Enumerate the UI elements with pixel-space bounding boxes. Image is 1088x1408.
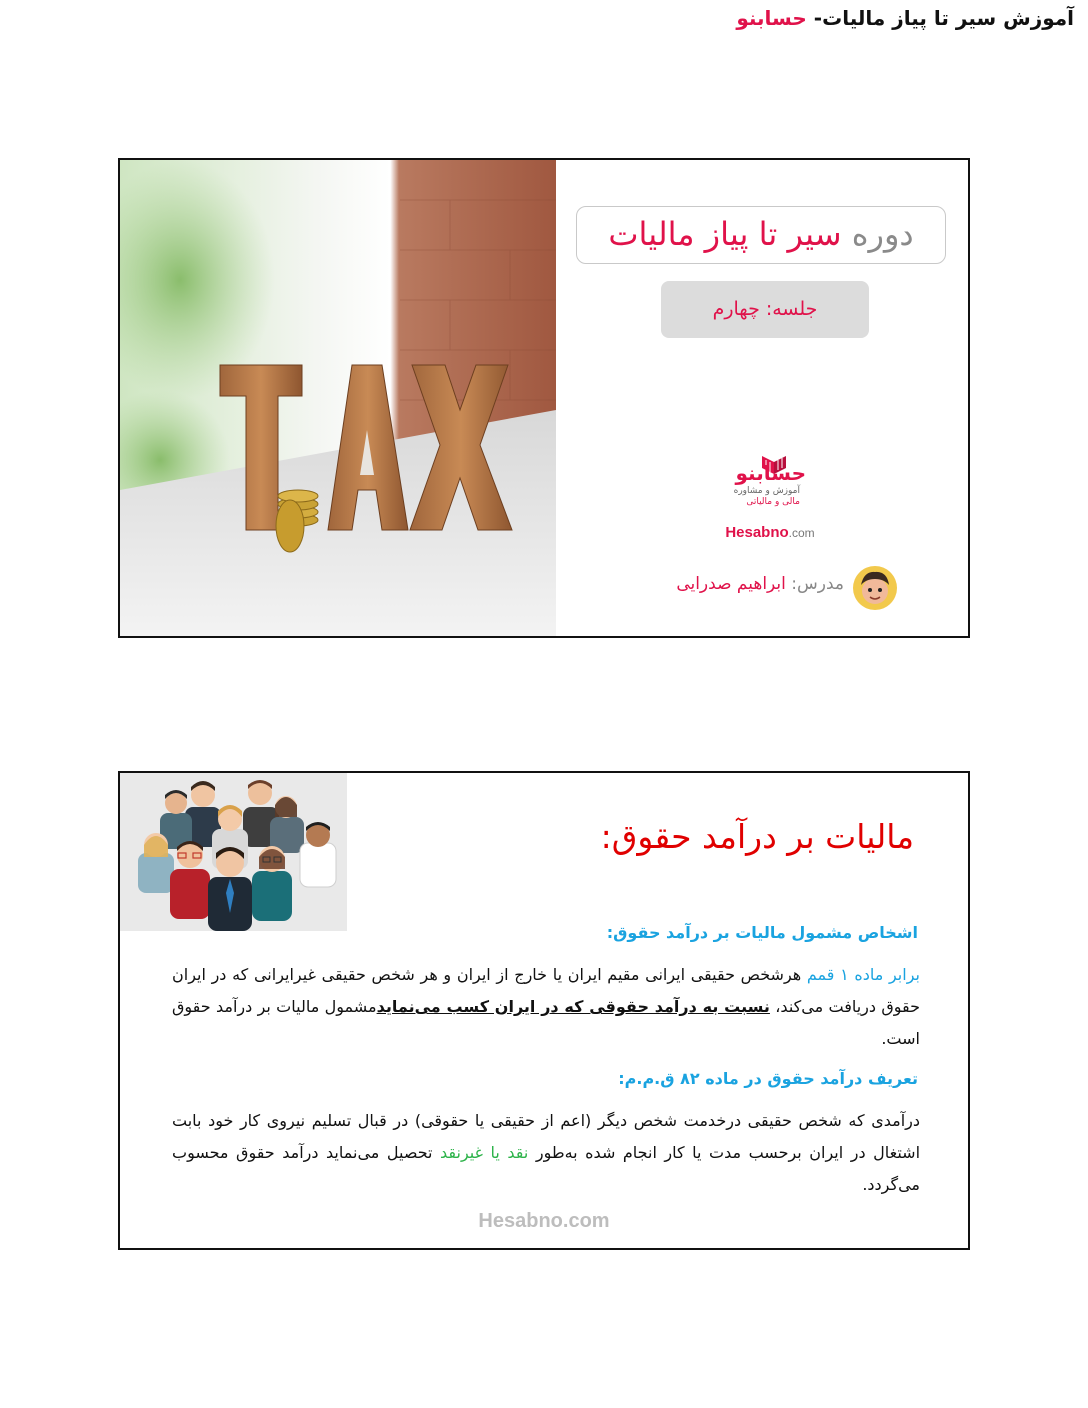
course-title-prefix: دوره <box>841 215 914 253</box>
tax-photo-text: TAX <box>338 460 340 461</box>
logo-wordmark: حسابنو <box>735 461 806 485</box>
teacher-avatar <box>852 565 898 611</box>
paragraph1-text-a: هرشخص حقیقی ایرانی مقیم ایران یا خارج از ایران و هر شخص حقیقی غیرایرانی که در ایران حقوق دریافت می‌کند، <box>172 965 921 1016</box>
site-suffix: .com <box>788 526 815 540</box>
paragraph2-text-a: درآمدی که شخص حقیقی درخدمت شخص دیگر (اعم از حقیقی یا حقوقی) در قبال تسلیم نیروی کار خود بابت اشتغال در ایران برحسب مدت یا کار انجام شده به‌طور <box>172 1111 921 1162</box>
teacher-label: مدرس: <box>785 574 844 594</box>
section-title: مالیات بر درآمد حقوق: <box>600 817 914 856</box>
page-header-brand: حسابنو <box>736 6 807 30</box>
slide-salary-tax <box>118 771 970 1250</box>
page-header <box>736 6 1074 30</box>
tax-photo <box>120 160 556 636</box>
teacher-line <box>676 574 844 594</box>
paragraph-salary-definition <box>172 1105 920 1201</box>
page-header-title: آموزش سیر تا پیاز مالیات- <box>806 6 1074 30</box>
slide-course-cover <box>118 158 970 638</box>
course-title <box>576 206 946 264</box>
article-reference: برابر ماده ۱ قمم <box>801 965 920 984</box>
logo-tagline-2: مالی و مالیاتی <box>746 497 800 507</box>
site-label <box>680 524 860 541</box>
session-badge: جلسه: چهارم <box>661 281 869 338</box>
paragraph1-emphasis: نسبت به درآمد حقوقی که در ایران کسب می‌نماید <box>376 997 770 1016</box>
teacher-name: ابراهیم صدرایی <box>676 574 786 594</box>
people-group-image <box>120 773 347 931</box>
subhead-salary-definition: تعریف درآمد حقوق در ماده ۸۲ ق.م.م: <box>618 1069 918 1088</box>
site-name: Hesabno <box>725 524 789 541</box>
paragraph-taxable-persons <box>172 959 920 1055</box>
paragraph2-text-b: تحصیل می‌نماید درآمد حقوق محسوب می‌گردد. <box>172 1143 920 1194</box>
subhead-taxable-persons: اشخاص مشمول مالیات بر درآمد حقوق: <box>606 923 918 942</box>
site-watermark: Hesabno.com <box>478 1210 610 1232</box>
paragraph1-text-b: مشمول مالیات بر درآمد حقوق است. <box>172 997 920 1048</box>
paragraph2-highlight: نقد یا غیرنقد <box>440 1143 529 1162</box>
course-title-name: سیر تا پیاز مالیات <box>608 215 842 253</box>
logo-tagline-1: آموزش و مشاوره <box>733 486 800 496</box>
